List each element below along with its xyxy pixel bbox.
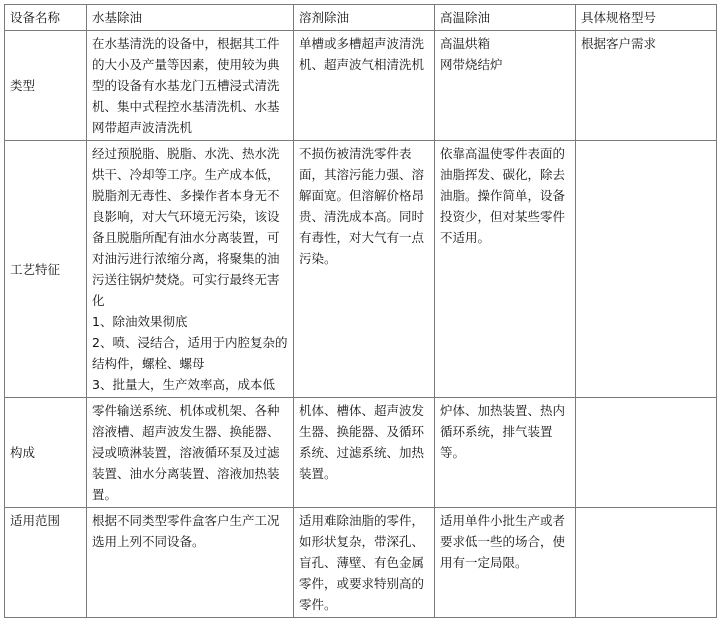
header-solvent: 溶剂除油 — [294, 5, 435, 31]
row-label-type: 类型 — [5, 31, 87, 141]
header-water-based: 水基除油 — [87, 5, 294, 31]
cell-process-spec — [576, 141, 717, 398]
header-spec-model: 具体规格型号 — [576, 5, 717, 31]
cell-process-hightemp: 依靠高温使零件表面的油脂挥发、碳化，除去油脂。操作简单，设备投资少，但对某些零件不适用。 — [435, 141, 576, 398]
cell-composition-spec — [576, 398, 717, 508]
cell-scope-water: 根据不同类型零件盒客户生产工况选用上列不同设备。 — [87, 508, 294, 618]
cell-type-water: 在水基清洗的设备中，根据其工件的大小及产量等因素，使用较为典型的设备有水基龙门五槽浸式清洗机、集中式程控水基清洗机、水基网带超声波清洗机 — [87, 31, 294, 141]
degreasing-comparison-table — [4, 4, 717, 618]
cell-composition-solvent: 机体、槽体、超声波发生器、换能器、及循环系统、过滤系统、加热装置。 — [294, 398, 435, 508]
cell-process-water: 经过预脱脂、脱脂、水洗、热水洗烘干、冷却等工序。生产成本低，脱脂剂无毒性、多操作者本身无不良影响，对大气环境无污染，该设备且脱脂所配有油水分离装置，可对油污进行浓缩分离，将聚集的油污送往锅炉焚烧。可实行最终无害化 1、除油效果彻底 2、喷、浸结合，适用于内腔复杂的结构件，螺栓、螺母 3、批量大，生产效率高，成本低 — [87, 141, 294, 398]
cell-type-spec: 根据客户需求 — [576, 31, 717, 141]
row-label-composition: 构成 — [5, 398, 87, 508]
cell-scope-spec — [576, 508, 717, 618]
cell-composition-water: 零件输送系统、机体或机架、各种溶液槽、超声波发生器、换能器、浸或喷淋装置，溶液循环泵及过滤装置、油水分离装置、溶液加热装置。 — [87, 398, 294, 508]
cell-scope-solvent: 适用难除油脂的零件，如形状复杂，带深孔、盲孔、薄壁、有色金属零件，或要求特别高的零件。 — [294, 508, 435, 618]
cell-type-hightemp: 高温烘箱 网带烧结炉 — [435, 31, 576, 141]
header-equipment-name: 设备名称 — [5, 5, 87, 31]
table-row-type — [5, 31, 717, 141]
cell-scope-hightemp: 适用单件小批生产或者要求低一些的场合，使用有一定局限。 — [435, 508, 576, 618]
row-label-process: 工艺特征 — [5, 141, 87, 398]
cell-process-solvent: 不损伤被清洗零件表面，其溶污能力强、溶解面宽。但溶解价格昂贵、清洗成本高。同时有毒性，对大气有一点污染。 — [294, 141, 435, 398]
cell-composition-hightemp: 炉体、加热装置、热内循环系统，排气装置等。 — [435, 398, 576, 508]
table-header-row — [5, 5, 717, 31]
cell-type-solvent: 单槽或多槽超声波清洗机、超声波气相清洗机 — [294, 31, 435, 141]
table-row-composition — [5, 398, 717, 508]
table-row-process — [5, 141, 717, 398]
table-row-scope — [5, 508, 717, 618]
row-label-scope: 适用范围 — [5, 508, 87, 618]
header-high-temp: 高温除油 — [435, 5, 576, 31]
